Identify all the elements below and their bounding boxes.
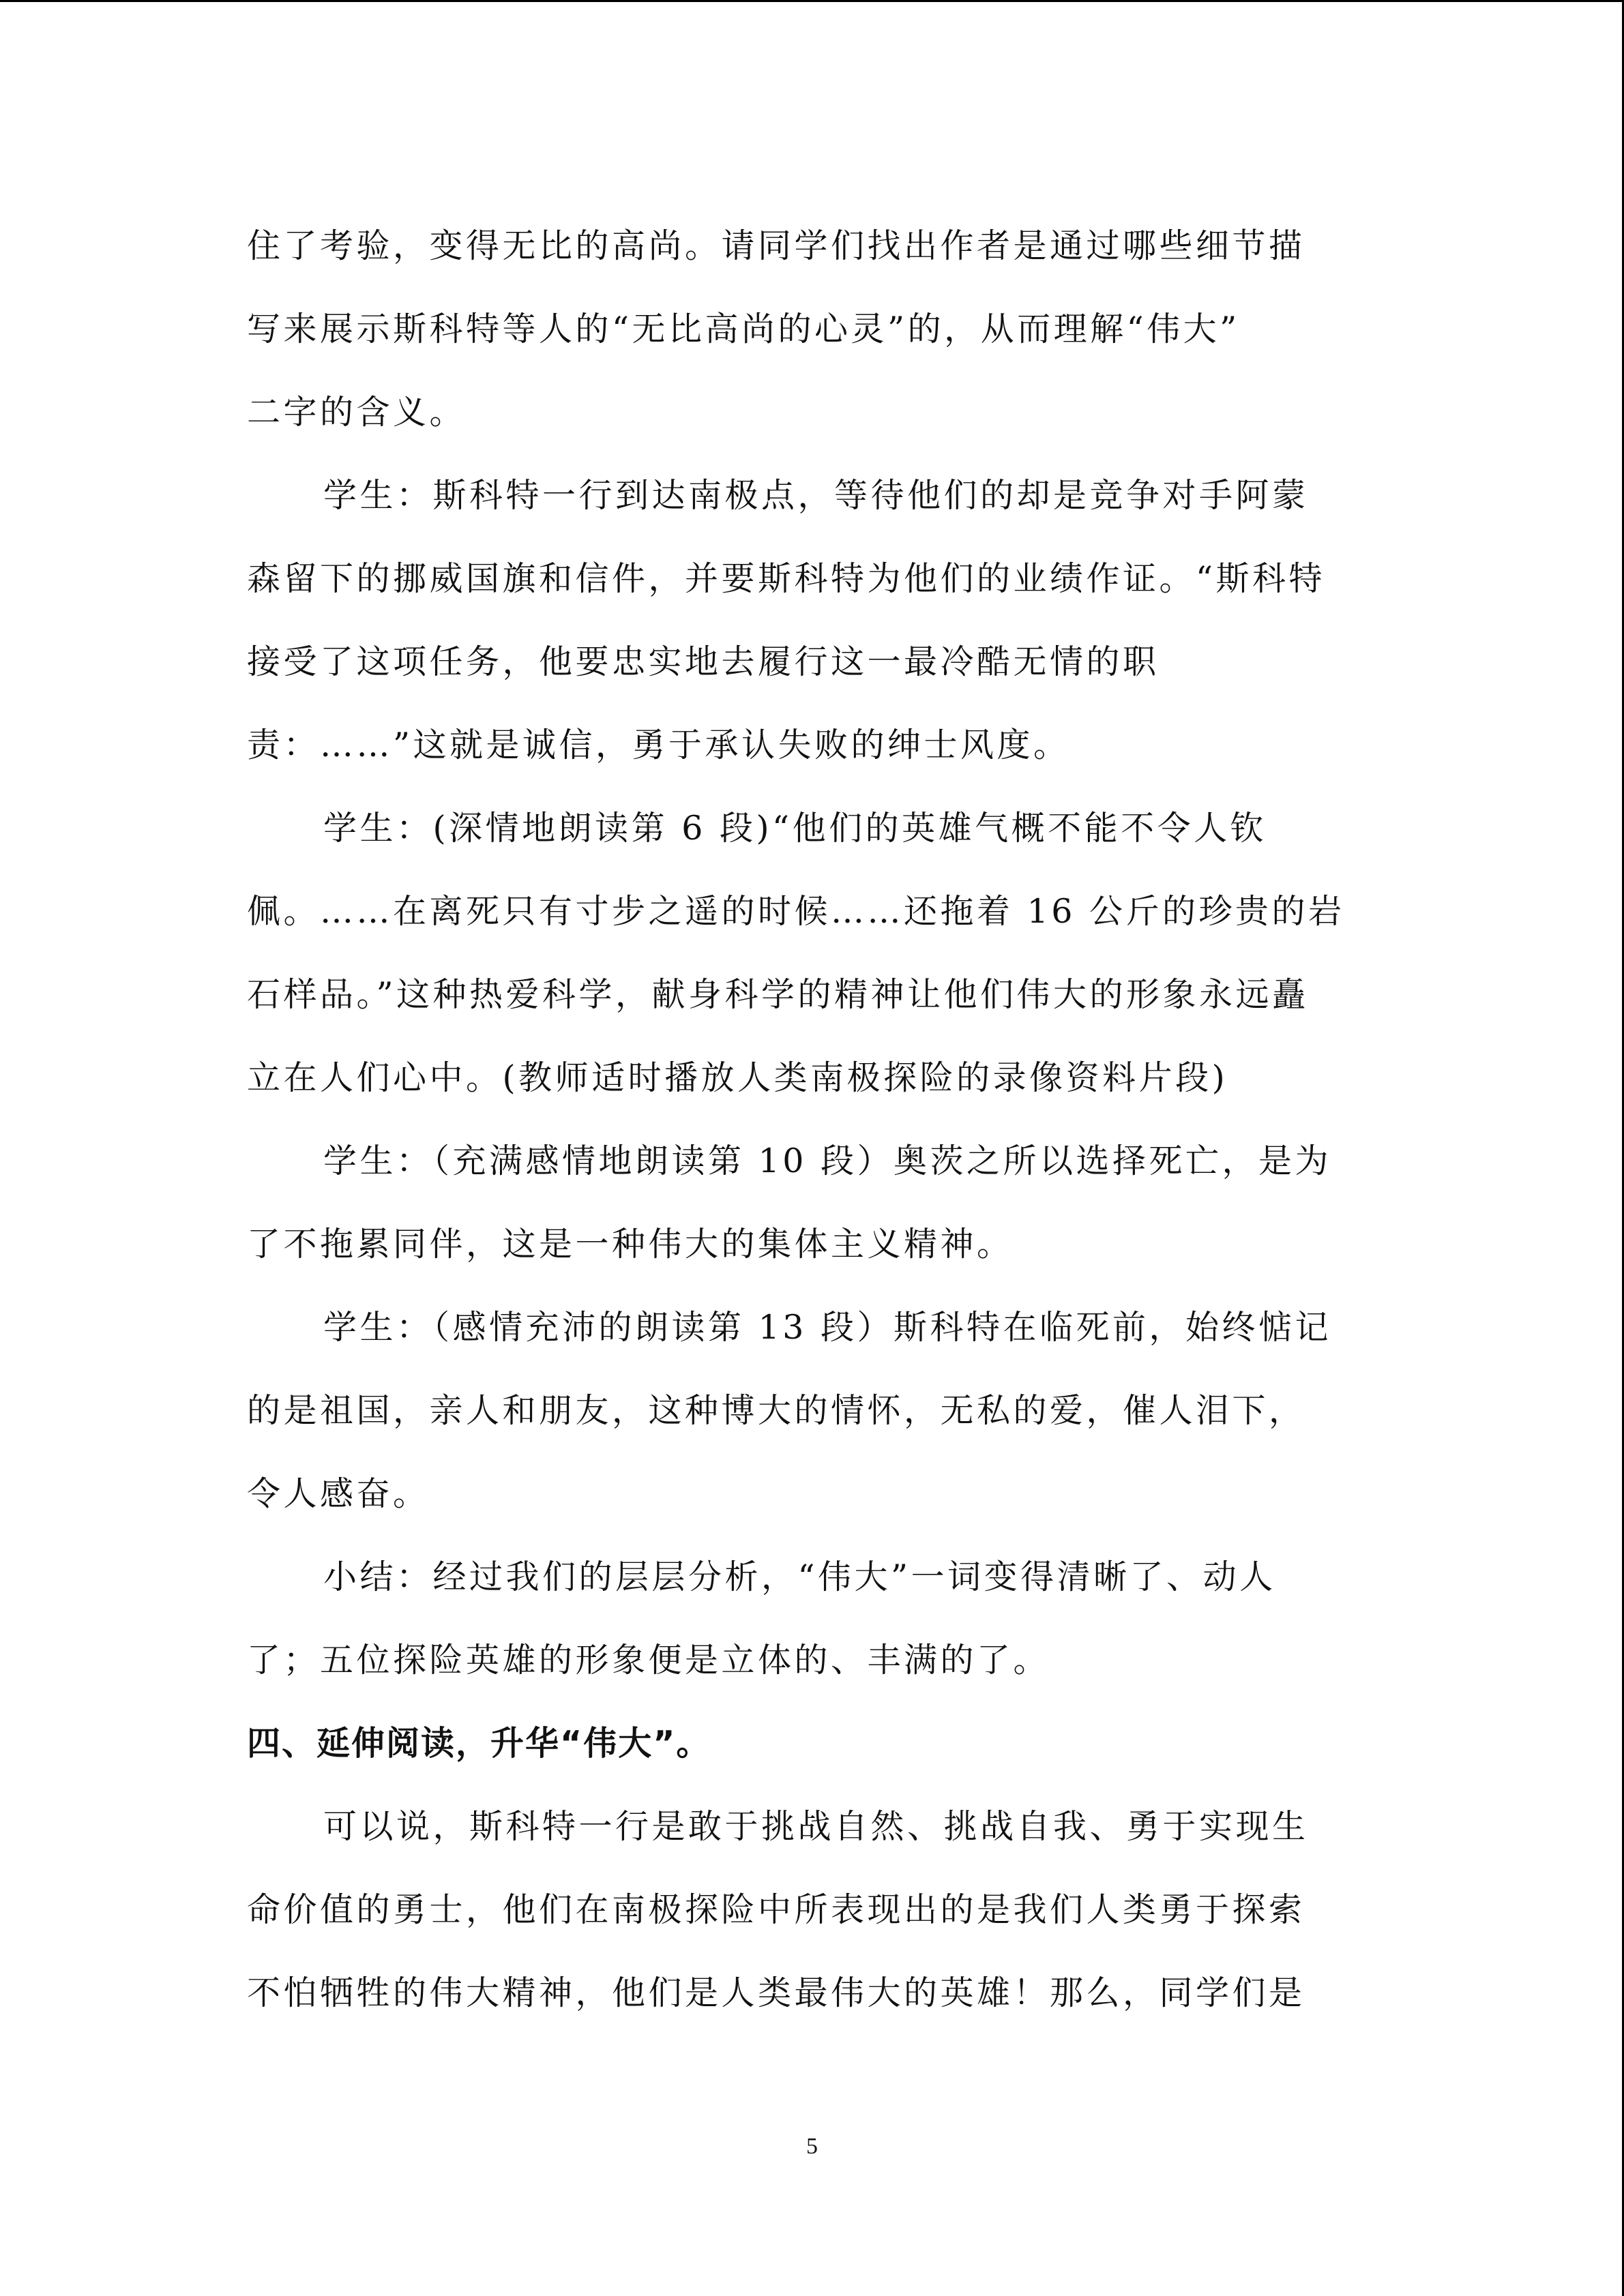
text-line: 责：……”这就是诚信，勇于承认失败的绅士风度。 — [247, 726, 1070, 764]
paragraph-start-line: 可以说，斯科特一行是敢于挑战自然、挑战自我、勇于实现生 — [323, 1807, 1309, 1846]
text-line: 令人感奋。 — [247, 1474, 430, 1513]
text-line: 接受了这项任务，他要忠实地去履行这一最冷酷无情的职 — [247, 642, 1160, 681]
text-line: 森留下的挪威国旗和信件，并要斯科特为他们的业绩作证。“斯科特 — [247, 559, 1326, 598]
text-line: 了不拖累同伴，这是一种伟大的集体主义精神。 — [247, 1225, 1014, 1264]
section-heading: 四、延伸阅读，升华“伟大”。 — [247, 1724, 711, 1763]
paragraph-start-line: 学生：（感情充沛的朗读第 13 段）斯科特在临死前，始终惦记 — [323, 1308, 1332, 1347]
page-number: 5 — [806, 2134, 818, 2159]
page-top-border — [0, 0, 1624, 2]
text-line: 石样品。”这种热爱科学，献身科学的精神让他们伟大的形象永远矗 — [247, 975, 1309, 1014]
paragraph-start-line: 学生：斯科特一行到达南极点，等待他们的却是竞争对手阿蒙 — [323, 476, 1309, 515]
text-line: 立在人们心中。(教师适时播放人类南极探险的录像资料片段) — [247, 1058, 1228, 1097]
text-line: 住了考验，变得无比的高尚。请同学们找出作者是通过哪些细节描 — [247, 226, 1305, 265]
text-line: 了；五位探险英雄的形象便是立体的、丰满的了。 — [247, 1641, 1050, 1680]
paragraph-start-line: 学生：(深情地朗读第 6 段)“他们的英雄气概不能不令人钦 — [323, 809, 1267, 848]
text-line: 写来展示斯科特等人的“无比高尚的心灵”的，从而理解“伟大” — [247, 310, 1240, 348]
text-line: 的是祖国，亲人和朋友，这种博大的情怀，无私的爱，催人泪下， — [247, 1391, 1305, 1430]
document-body — [247, 205, 1379, 2035]
text-line: 二字的含义。 — [247, 393, 467, 432]
text-line: 命价值的勇士，他们在南极探险中所表现出的是我们人类勇于探索 — [247, 1890, 1305, 1929]
paragraph-start-line: 学生：（充满感情地朗读第 10 段）奥茨之所以选择死亡，是为 — [323, 1142, 1332, 1180]
paragraph-start-line: 小结：经过我们的层层分析，“伟大”一词变得清晰了、动人 — [323, 1557, 1276, 1596]
text-line: 佩。……在离死只有寸步之遥的时候……还拖着 16 公斤的珍贵的岩 — [247, 892, 1345, 931]
text-line: 不怕牺牲的伟大精神，他们是人类最伟大的英雄！那么，同学们是 — [247, 1973, 1305, 2012]
